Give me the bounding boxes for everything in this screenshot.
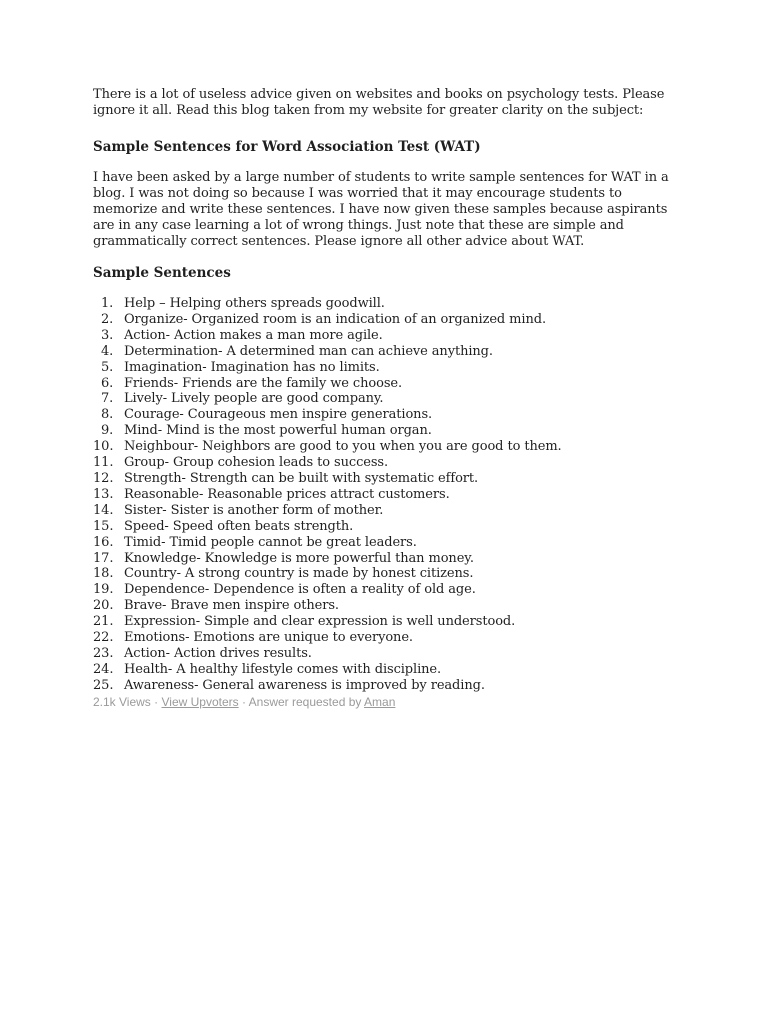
list-item-text: Speed- Speed often beats strength. xyxy=(124,518,354,534)
answer-requested-label: · Answer requested by xyxy=(238,694,365,709)
list-item xyxy=(93,551,678,567)
list-item xyxy=(93,439,678,455)
list-item-number: 13. xyxy=(93,486,114,502)
list-item xyxy=(93,678,678,694)
list-item-text: Reasonable- Reasonable prices attract customers. xyxy=(124,486,450,502)
list-item xyxy=(93,423,678,439)
requester-link[interactable]: Aman xyxy=(364,694,396,709)
list-item xyxy=(93,566,678,582)
list-item-text: Action- Action makes a man more agile. xyxy=(124,327,383,343)
list-item-number: 8. xyxy=(101,407,114,423)
list-item-text: Brave- Brave men inspire others. xyxy=(124,598,339,614)
list-item-number: 3. xyxy=(101,327,114,343)
list-item xyxy=(93,455,678,471)
list-item-text: Emotions- Emotions are unique to everyone. xyxy=(124,630,413,646)
list-item-text: Imagination- Imagination has no limits. xyxy=(124,359,380,375)
list-item-text: Action- Action drives results. xyxy=(124,645,312,661)
list-item-number: 6. xyxy=(101,375,114,391)
answer-meta xyxy=(93,695,678,709)
list-item-text: Dependence- Dependence is often a reality of old age. xyxy=(124,582,476,598)
list-item-number: 24. xyxy=(93,661,114,677)
list-item-number: 25. xyxy=(93,677,114,693)
list-item-text: Group- Group cohesion leads to success. xyxy=(124,455,389,471)
list-item-text: Timid- Timid people cannot be great leaders. xyxy=(124,534,417,550)
list-item-number: 4. xyxy=(101,343,114,359)
sample-sentence-list xyxy=(93,296,678,694)
intro-paragraph: There is a lot of useless advice given on websites and books on psychology tests. Please ignore it all. Read this blog taken from my website for greater clarity on the subject: xyxy=(93,87,665,118)
list-item-number: 1. xyxy=(101,296,114,311)
list-item-text: Lively- Lively people are good company. xyxy=(124,391,384,407)
list-item-text: Help – Helping others spreads goodwill. xyxy=(124,296,385,311)
list-item xyxy=(93,296,678,312)
list-item xyxy=(93,662,678,678)
list-item-number: 20. xyxy=(93,598,114,614)
view-count: 2.1k Views xyxy=(93,694,151,709)
list-item-number: 10. xyxy=(93,439,114,455)
list-item-text: Neighbour- Neighbors are good to you when you are good to them. xyxy=(124,439,562,455)
body-paragraph: I have been asked by a large number of students to write sample sentences for WAT in a blog. I was not doing so because I was worried that it may encourage students to memorize and write these sentences. I have now given these samples because aspirants are in any case learning a lot of wrong things. Just note that these are simple and grammatically correct sentences. Please ignore all other advice about WAT. xyxy=(93,170,669,249)
list-item-text: Determination- A determined man can achieve anything. xyxy=(124,343,493,359)
list-item-text: Strength- Strength can be built with systematic effort. xyxy=(124,470,479,486)
list-item xyxy=(93,503,678,519)
list-item-number: 21. xyxy=(93,614,114,630)
list-item xyxy=(93,360,678,376)
list-item xyxy=(93,407,678,423)
list-item xyxy=(93,519,678,535)
list-item-text: Expression- Simple and clear expression is well understood. xyxy=(124,614,516,630)
list-item-text: Organize- Organized room is an indication of an organized mind. xyxy=(124,311,546,327)
list-item xyxy=(93,312,678,328)
list-item xyxy=(93,646,678,662)
list-item-text: Courage- Courageous men inspire generations. xyxy=(124,407,433,423)
list-item xyxy=(93,614,678,630)
list-item-number: 19. xyxy=(93,582,114,598)
list-item xyxy=(93,630,678,646)
list-item xyxy=(93,471,678,487)
list-item xyxy=(93,391,678,407)
list-item-number: 15. xyxy=(93,518,114,534)
list-item-text: Knowledge- Knowledge is more powerful than money. xyxy=(124,550,474,566)
list-item xyxy=(93,582,678,598)
list-item-text: Awareness- General awareness is improved by reading. xyxy=(124,677,485,693)
list-item-number: 16. xyxy=(93,534,114,550)
list-item-number: 7. xyxy=(101,391,114,407)
list-item-number: 2. xyxy=(101,311,114,327)
list-item-text: Sister- Sister is another form of mother. xyxy=(124,502,384,518)
list-item-text: Friends- Friends are the family we choose. xyxy=(124,375,403,391)
list-item-number: 17. xyxy=(93,550,114,566)
list-item-number: 14. xyxy=(93,502,114,518)
list-item-text: Health- A healthy lifestyle comes with discipline. xyxy=(124,661,442,677)
section-heading-sample-sentences: Sample Sentences xyxy=(93,265,231,281)
list-item-number: 22. xyxy=(93,630,114,646)
list-item-number: 5. xyxy=(101,359,114,375)
list-item-text: Country- A strong country is made by honest citizens. xyxy=(124,566,474,582)
list-item xyxy=(93,598,678,614)
list-item-number: 23. xyxy=(93,645,114,661)
section-heading-wat: Sample Sentences for Word Association Test (WAT) xyxy=(93,139,481,155)
list-item xyxy=(93,535,678,551)
list-item xyxy=(93,344,678,360)
list-item xyxy=(93,376,678,392)
list-item-number: 18. xyxy=(93,566,114,582)
view-upvoters-link[interactable]: View Upvoters xyxy=(161,694,239,709)
list-item-number: 9. xyxy=(101,423,114,439)
list-item-number: 11. xyxy=(93,455,114,471)
list-item-text: Mind- Mind is the most powerful human organ. xyxy=(124,423,432,439)
list-item-number: 12. xyxy=(93,470,114,486)
list-item xyxy=(93,487,678,503)
list-item xyxy=(93,328,678,344)
meta-separator: · xyxy=(150,694,162,709)
